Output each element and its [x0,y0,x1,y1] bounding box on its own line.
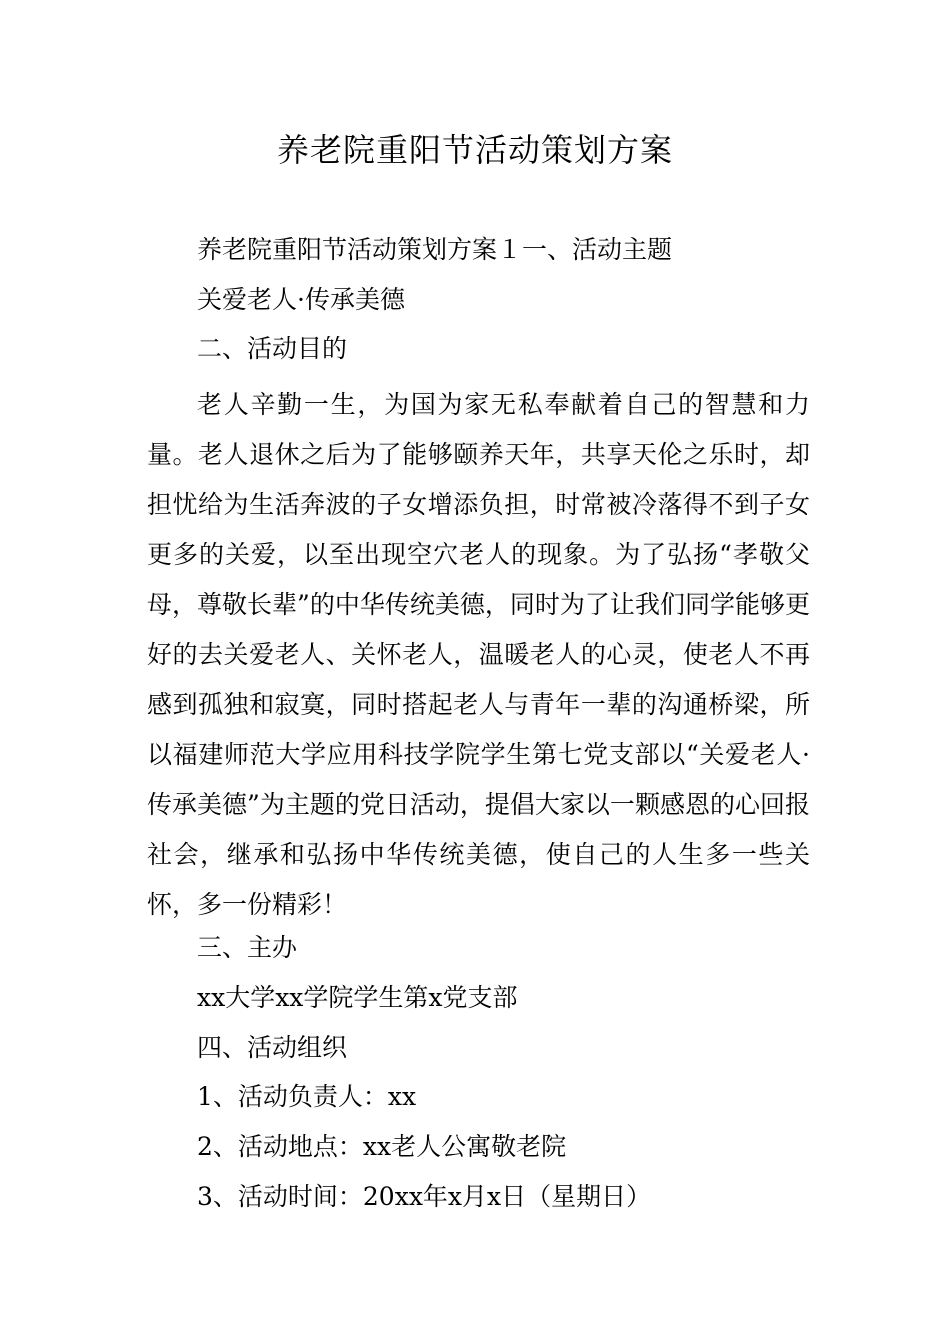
document-title: 养老院重阳节活动策划方案 [276,131,673,169]
host-text: xx大学xx学院学生第x党支部 [197,983,518,1012]
org-item-location: 2、活动地点：xx老人公寓敬老院 [197,1132,567,1161]
heading-line: 养老院重阳节活动策划方案１一、活动主题 [197,235,673,264]
section-host-heading: 三、主办 [197,933,298,962]
purpose-paragraph: 老人辛勤一生，为国为家无私奉献着自己的智慧和力量。老人退休之后为了能够颐养天年，共享天伦之乐时，却担忧给为生活奔波的子女增添负担，时常被冷落得不到子女更多的关爱，以至出现空穴老人的现象。为了弘扬“孝敬父母，尊敬长辈”的中华传统美德，同时为了让我们同学能够更好的去关爱老人、关怀老人，温暖老人的心灵，使老人不再感到孤独和寂寞，同时搭起老人与青年一辈的沟通桥梁，所以福建师范大学应用科技学院学生第七党支部以“关爱老人·传承美德”为主题的党日活动，提倡大家以一颗感恩的心回报社会，继承和弘扬中华传统美德，使自己的人生多一些关怀，多一份精彩！ [147,390,810,919]
org-item-leader: 1、活动负责人：xx [197,1082,417,1111]
org-item-time: 3、活动时间：20xx年x月x日（星期日） [197,1182,652,1211]
section-purpose-heading: 二、活动目的 [197,334,348,363]
section-org-heading: 四、活动组织 [197,1033,348,1062]
theme-text: 关爱老人·传承美德 [197,285,405,314]
